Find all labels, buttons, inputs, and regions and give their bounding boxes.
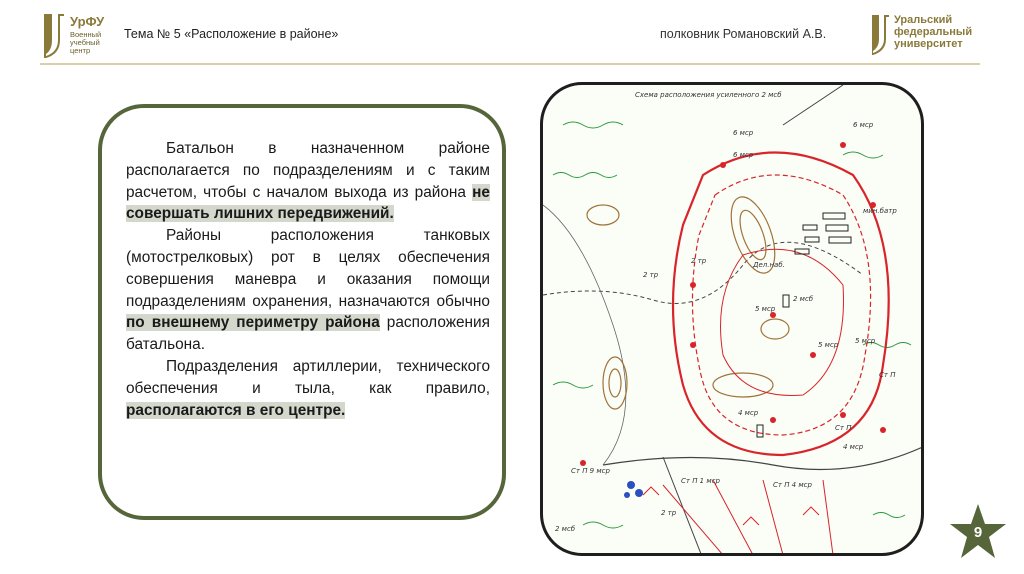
- map-label: Ст П 4 мср: [773, 481, 812, 489]
- map-label: 2 мсб: [793, 295, 814, 303]
- map-label: Дел.наб.: [753, 261, 785, 269]
- map-label: 6 мср: [733, 129, 754, 137]
- map-label: 5 мср: [755, 305, 776, 313]
- university-name-line: университет: [894, 38, 963, 50]
- paragraph-text: расположения батальона.: [126, 314, 490, 354]
- paragraph-text: Батальон в назначенном районе располагается по подразделениям и с таким расчетом, чтобы с началом выхода из района: [126, 140, 490, 201]
- emphasis: не совершать лишних передвижений.: [126, 183, 490, 223]
- university-name: [894, 14, 972, 50]
- map-drawing: [543, 85, 924, 556]
- map-label: мин.батр: [863, 207, 897, 215]
- author-name: полковник Романовский А.В.: [660, 27, 827, 41]
- map-label: 6 мср: [853, 121, 874, 129]
- university-name-line: Уральский: [894, 14, 953, 26]
- urfu-emblem-icon: [872, 13, 890, 55]
- map-label: 6 мср: [733, 151, 754, 159]
- topic-title: Тема № 5 «Расположение в районе»: [124, 27, 339, 41]
- header-divider: [40, 63, 980, 65]
- map-label: 5 мср: [818, 341, 839, 349]
- logo-subtitle: Военный учебный центр: [70, 30, 102, 55]
- map-label: 2 тр: [661, 509, 677, 517]
- map-label: Ст П 9 мср: [571, 467, 610, 475]
- text-panel: [98, 104, 506, 520]
- map-label: Ст П 1 мср: [681, 477, 720, 485]
- map-title: Схема расположения усиленного 2 мсб: [635, 91, 782, 99]
- battalion-layout-map: [540, 82, 924, 556]
- map-label: Ст П: [879, 371, 896, 379]
- map-label: 4 мср: [843, 443, 864, 451]
- slide-header: [0, 0, 1024, 64]
- emphasis: располагаются в его центре.: [126, 401, 346, 419]
- paragraph-text: Районы расположения танковых (мотострелковых) рот в целях обеспечения совершения маневра и оказания помощи подразделениям охранения, назначаются обычно: [126, 227, 490, 310]
- logo-brand: УрФУ: [70, 14, 105, 29]
- paragraph: [126, 356, 490, 421]
- map-label: 4 мср: [738, 409, 759, 417]
- ural-federal-university-logo: [872, 13, 992, 57]
- slide-number-badge: [948, 502, 1008, 562]
- map-label: 2 мсб: [555, 525, 576, 533]
- urfu-military-center-logo: [44, 12, 114, 60]
- urfu-emblem-icon: [44, 12, 66, 58]
- paragraph-text: Подразделения артиллерии, технического обеспечения и тыла, как правило,: [126, 357, 490, 397]
- map-label: 5 мср: [855, 337, 876, 345]
- map-label: 2 тр: [643, 271, 659, 279]
- text-body: [126, 138, 490, 421]
- university-name-line: федеральный: [894, 26, 973, 38]
- slide-number: 9: [973, 524, 983, 541]
- map-label: 2 тр: [691, 257, 707, 265]
- paragraph: [126, 138, 490, 225]
- paragraph: [126, 225, 490, 356]
- map-label: Ст П: [835, 424, 852, 432]
- emphasis: по внешнему периметру района: [126, 314, 380, 332]
